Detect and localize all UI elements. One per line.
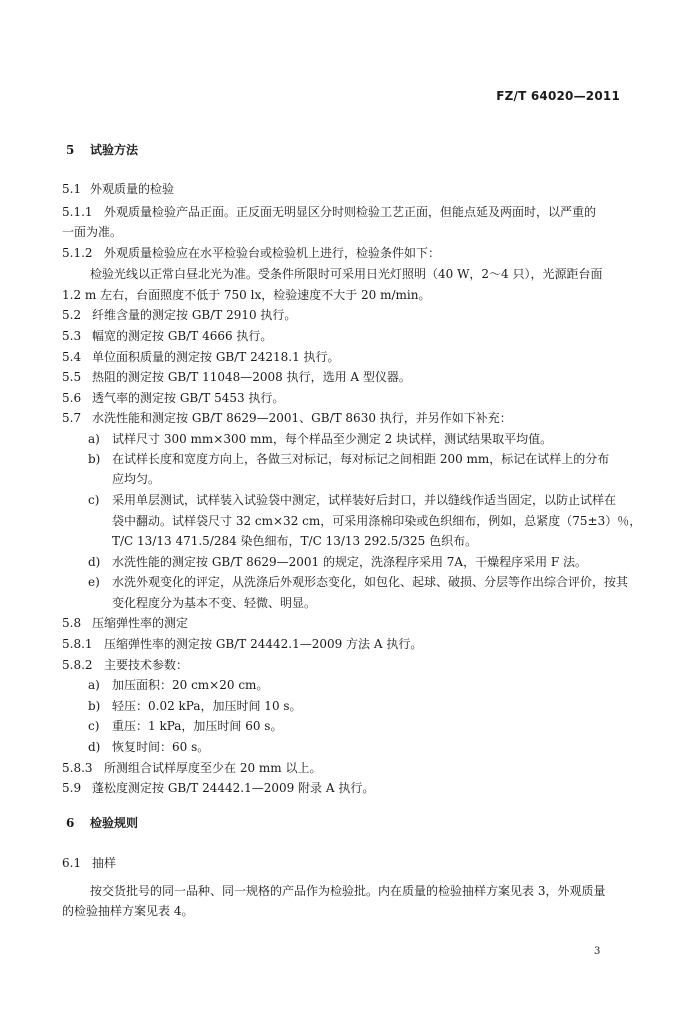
clause-number: 5.1.1 [62,205,93,219]
clause-text: 所测组合试样厚度至少在 20 mm 以上。 [104,761,322,775]
clause-number: a) [88,432,100,446]
clause-text: 水洗性能的测定按 GB/T 8629—2001 的规定，洗涤程序采用 7A，干燥程序采用 F 法。 [112,555,588,569]
clause-text: 单位面积质量的测定按 GB/T 24218.1 执行。 [92,350,340,364]
clause-number: e) [88,575,100,589]
clause-text: 轻压：0.02 kPa，加压时间 10 s。 [112,699,302,713]
clause-text: 1.2 m 左右，台面照度不低于 750 lx，检验速度不大于 20 m/min。 [62,288,431,302]
clause-number: 5.6 [62,391,82,405]
clause-text: 水洗外观变化的评定，从洗涤后外观形态变化，如包化、起球、破损、分层等作出综合评价，按其 [112,575,629,589]
clause-number: 5.8 [62,616,82,630]
clause-text: 袋中翻动。试样袋尺寸 32 cm×32 cm，可采用涤棉印染或色织细布，例如，总紧度（75±3）％， [112,514,642,528]
clause-number: 5.2 [62,308,82,322]
clause-text: 按交货批号的同一品种、同一规格的产品作为检验批。内在质量的检验抽样方案见表 3，外观质量 [90,884,606,898]
clause-text: 采用单层测试，试样装入试验袋中测定，试样装好后封口，并以缝线作适当固定，以防止试样在 [112,493,617,507]
clause-number: 5.5 [62,370,82,384]
clause-number: 5.4 [62,350,82,364]
clause-number: d) [88,555,101,569]
clause-number: 5.1 [62,182,82,196]
clause-number: c) [88,719,100,733]
clause-text: 变化程度分为基本不变、轻微、明显。 [112,596,317,610]
clause-text: 外观质量检验应在水平检验台或检验机上进行，检验条件如下： [104,246,441,260]
clause-number: 5.8.1 [62,637,93,651]
clause-text: 加压面积：20 cm×20 cm。 [112,678,269,692]
clause-text: 应均匀。 [112,472,161,486]
clause-number: 5 [66,143,75,157]
clause-text: 试样尺寸 300 mm×300 mm，每个样品至少测定 2 块试样，测试结果取平均值。 [112,432,553,446]
clause-text: 蓬松度测定按 GB/T 24442.1—2009 附录 A 执行。 [92,781,375,795]
clause-text: 压缩弹性率的测定按 GB/T 24442.1—2009 方法 A 执行。 [104,637,423,651]
clause-number: d) [88,740,101,754]
clause-text: 水洗性能和测定按 GB/T 8629—2001、GB/T 8630 执行，并另作如下补充： [92,411,512,425]
clause-text: 外观质量检验产品正面。正反面无明显区分时则检验工艺正面，但能点延及两面时，以严重的 [104,205,597,219]
clause-number: 5.3 [62,329,82,343]
clause-number: c) [88,493,100,507]
clause-number: 6 [66,816,75,830]
clause-number: 5.8.3 [62,761,93,775]
clause-text: 检验光线以正常白昼北光为准。受条件所限时可采用日光灯照明（40 W，2～4 只），光源距台面 [90,267,603,281]
clause-number: 5.9 [62,781,82,795]
clause-text: 外观质量的检验 [90,182,175,196]
page-number: 3 [594,946,601,957]
clause-text: 抽样 [92,856,117,870]
clause-number: 5.7 [62,411,82,425]
clause-text: 透气率的测定按 GB/T 5453 执行。 [92,391,285,405]
section-heading: 检验规则 [90,816,139,830]
clause-number: b) [88,452,101,466]
clause-text: 幅宽的测定按 GB/T 4666 执行。 [92,329,273,343]
clause-text: T/C 13/13 471.5/284 染色细布，T/C 13/13 292.5/325 色织布。 [112,534,478,548]
clause-text: 的检验抽样方案见表 4。 [62,904,194,918]
section-heading: 试验方法 [90,143,139,157]
clause-text: 压缩弹性率的测定 [92,616,189,630]
clause-text: 在试样长度和宽度方向上，各做三对标记，每对标记之间相距 200 mm，标记在试样上的分布 [112,452,610,466]
clause-number: 5.1.2 [62,246,93,260]
clause-number: a) [88,678,100,692]
clause-number: b) [88,699,101,713]
clause-number: 6.1 [62,856,82,870]
clause-text: 一面为准。 [62,225,123,239]
clause-text: 重压：1 kPa，加压时间 60 s。 [112,719,283,733]
clause-number: 5.8.2 [62,658,93,672]
clause-text: 主要技术参数： [104,658,189,672]
clause-text: 恢复时间：60 s。 [112,740,210,754]
clause-text: 热阻的测定按 GB/T 11048—2008 执行，选用 A 型仪器。 [92,370,411,384]
standard-code: FZ/T 64020—2011 [496,89,620,103]
clause-text: 纤维含量的测定按 GB/T 2910 执行。 [92,308,297,322]
